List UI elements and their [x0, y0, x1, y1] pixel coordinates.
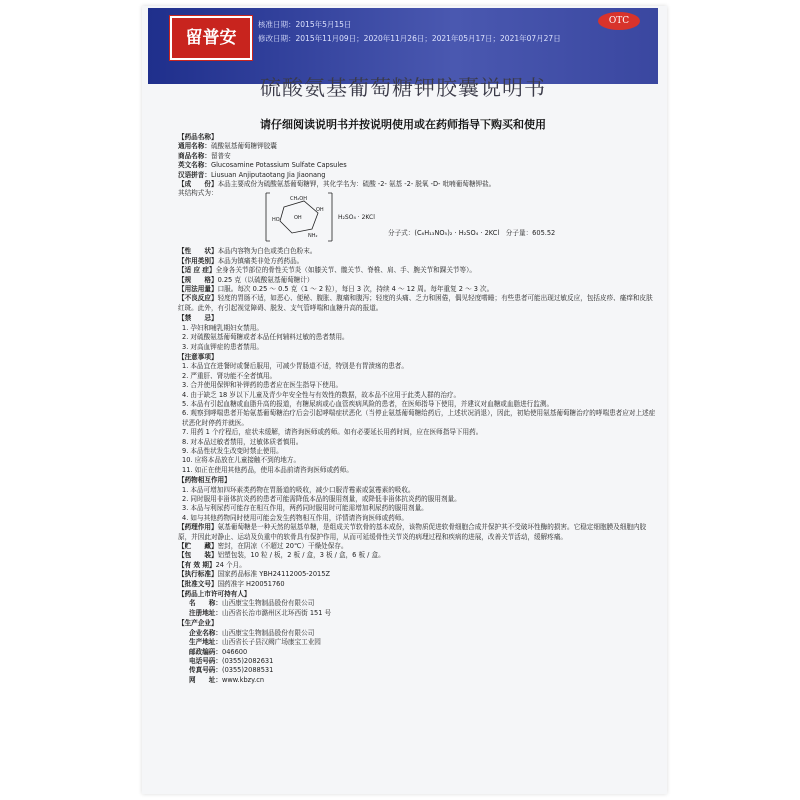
chemical-structure: 其结构式为： CH₂OH HO NH₂ OH OH H₂SO₄ · 2KCl 分子式：(C₆H₁₃NO₅)₂ · H₂SO₄ · 2KCl 分子量：605.52 [178, 189, 656, 247]
section-storage: 【贮 藏】密封，在阴凉（不超过 20℃）干燥处保存。 [178, 542, 348, 551]
list-item: 2. 同时服用非甾体抗炎药的患者可能需降低本品的服用剂量，或降低非甾体抗炎药的服用剂量。 [182, 495, 461, 503]
modify-date: 修改日期：2015年11月09日；2020年11月26日；2021年05月17日；2021年07月27日 [258, 34, 561, 43]
svg-text:CH₂OH: CH₂OH [290, 196, 307, 203]
section-drug-name: 【药品名称】 [178, 133, 218, 141]
list-item: 4. 如与其他药物同时使用可能会发生药物相互作用，详情请咨询医师或药师。 [182, 513, 408, 522]
list-item: 8. 对本品过敏者禁用，过敏体质者慎用。 [182, 437, 303, 446]
section-approval: 【批准文号】国药准字 H20051760 [178, 579, 285, 588]
svg-text:HO: HO [272, 217, 280, 224]
document-title: 硫酸氨基葡萄糖钾胶囊说明书 [260, 76, 546, 100]
svg-text:OH: OH [294, 215, 302, 222]
svg-text:NH₂: NH₂ [308, 233, 318, 240]
list-item: 1. 本品宜在进餐时或餐后服用，可减少胃肠道不适，特别是有胃溃疡的患者。 [182, 362, 408, 371]
list-item: 6. 观察到哮喘患者开始氨基葡萄糖治疗后会引起哮喘症状恶化（当停止氨基葡萄糖给药后，上述状况消退），因此，初始使用氨基葡萄糖治疗的哮喘患者应对上述症状恶化时停药并就医。 [182, 409, 656, 427]
list-item: 2. 对硫酸氨基葡萄糖或者本品任何辅料过敏的患者禁用。 [182, 333, 349, 342]
section-manufacturer: 【生产企业】 [178, 619, 218, 628]
manufacturer-row: 邮政编码：046600 [189, 647, 248, 656]
manufacturer-row: 生产地址：山西省长子县汉阙广场康宝工业园 [189, 638, 321, 647]
molecular-formula: 分子式：(C₆H₁₃NO₅)₂ · H₂SO₄ · 2KCl 分子量：605.52 [388, 229, 556, 238]
section-standard: 【执行标准】国家药品标准 YBH24112005-2015Z [178, 570, 330, 579]
section-adverse: 【不良反应】轻度的胃肠不适，如恶心、便秘、腹胀、腹痛和腹泻；轻度的头痛、乏力和困倦，偶见轻度嗜睡；有些患者可能出现过敏反应，包括皮疹、瘙痒和皮肤红斑。此外，有引起视觉障碍、脱发、支气管哮喘和血糖升高的报道。 [178, 294, 653, 312]
manufacturer-row: 网 址：www.kbzy.cn [189, 675, 264, 684]
list-item: 7. 用药 1 个疗程后，症状未缓解，请咨询医师或药师。如有必要延长用药时间，应在医师指导下用药。 [182, 428, 483, 437]
list-item: 4. 由于缺乏 18 岁以下儿童及青少年安全性与有效性的数据，故本品不应用于此类人群的治疗。 [182, 390, 461, 399]
section-pharmacology: 【药理作用】氨基葡萄糖是一种天然的氨基单糖，是组成关节软骨的基本成份，该物质促进软骨细胞合成并保护其不受破坏性酶的损害。它稳定细胞膜及细胞内胶原，并因此对静止、运动及负重中的软骨具有保护作用，从而可延缓骨性关节炎的病理过程和疾病的进展，改善关节活动，缓解疼痛。 [178, 523, 647, 541]
list-item: 5. 本品有引起血糖或血脂升高的报道，有糖尿病或心血管疾病风险的患者，在医师指导下使用，并建议对血糖或血脂进行监测。 [182, 399, 554, 408]
usage-notice: 请仔细阅读说明书并按说明使用或在药师指导下购买和使用 [260, 118, 546, 131]
section-composition: 【成 份】本品主要成份为硫酸氨基葡萄糖钾，其化学名为：硫酸 -2- 氨基 -2- 脱氧 -D- 吡喃葡萄糖钾盐。 [178, 180, 496, 189]
approve-date: 核准日期：2015年5月15日 [258, 20, 352, 29]
salt-formula: H₂SO₄ · 2KCl [338, 214, 375, 222]
section-category: 【作用类别】本品为镇痛类非处方药药品。 [178, 256, 304, 265]
list-item: 1. 本品可增加四环素类药物在胃肠道的吸收，减少口服青霉素或氯霉素的吸收。 [182, 485, 415, 494]
list-item: 9. 本品性状发生改变时禁止使用。 [182, 446, 283, 455]
section-properties: 【性 状】本品内容物为白色或类白色粉末。 [178, 247, 317, 256]
list-item: 2. 严重肝、肾功能不全者慎用。 [182, 371, 277, 380]
list-item: 11. 如正在使用其他药品，使用本品前请咨询医师或药师。 [182, 465, 353, 474]
manufacturer-row: 传真号码：(0355)2088531 [189, 666, 274, 675]
section-validity: 【有 效 期】24 个月。 [178, 560, 246, 569]
section-precautions: 【注意事项】 [178, 352, 218, 361]
section-package: 【包 装】铝塑包装，10 粒 / 板，2 板 / 盒，3 板 / 盒，6 板 / 盒。 [178, 551, 385, 560]
svg-text:OH: OH [316, 207, 324, 214]
list-item: 3. 本品与利尿药可能存在相互作用，两药同时服用时可能需增加利尿药的服用剂量。 [182, 504, 428, 513]
section-spec: 【规 格】0.25 克（以硫酸氨基葡萄糖计） [178, 275, 314, 284]
holder-row: 名 称：山西康宝生物制品股份有限公司 [189, 599, 315, 608]
section-contraindication: 【禁 忌】 [178, 314, 218, 323]
brand-logo: 留普安 [170, 16, 252, 60]
list-item: 1. 孕妇和哺乳期妇女禁用。 [182, 323, 263, 332]
manufacturer-row: 电话号码：(0355)2082631 [189, 656, 274, 665]
leaflet-body: 【药品名称】 通用名称：硫酸氨基葡萄糖钾胶囊 商品名称：留普安 英文名称：Glucosamine Potassium Sulfate Capsules 汉语拼音：Liusuan Anjiputaotang Jia Jiaonang 【成 份】本品主要成份为硫酸氨基葡萄糖钾，其化学名为：硫酸 -2- 氨基 -2- 脱氧 -D- 吡喃葡萄糖钾盐。 其结构式为： CH₂OH HO NH₂ OH OH H₂SO₄ · 2KCl 分子式：(C₆H₁₃NO₅)₂ · H₂SO₄ · 2KCl 分子量：605.52 【性 状】本品内容物为白色或类白色粉末。 【作用类别】本品为镇痛类非处方药药品。 【适 应 症】全身各关节部位的骨性关节炎（如膝关节、髋关节、脊椎、肩、手、腕关节和踝关节等）。 【规 格】0.25 克（以硫酸氨基葡萄糖计） 【用法用量】口服。每次 0.25 ～ 0.5 克（1 ～ 2 粒），每日 3 次，持续 4 ～ 12 周。每年重复 2 ～ 3 次。 【不良反应】轻度的胃肠不适，如恶心、便秘、腹胀、腹痛和腹泻；轻度的头痛、乏力和困倦，偶见轻度嗜睡；有些患者可能出现过敏反应，包括皮疹、瘙痒和皮肤红斑。此外，有引起视觉障碍、脱发、支气管哮喘和血糖升高的报道。 【禁 忌】 1. 孕妇和哺乳期妇女禁用。 2. 对硫酸氨基葡萄糖或者本品任何辅料过敏的患者禁用。 3. 对高血钾症的患者禁用。 【注意事项】 1. 本品宜在进餐时或餐后服用，可减少胃肠道不适，特别是有胃溃疡的患者。 2. 严重肝、肾功能不全者慎用。 3. 合并使用保钾和补钾药的患者应在医生指导下使用。 4. 由于缺乏 18 岁以下儿童及青少年安全性与有效性的数据，故本品不应用于此类人群的治疗。 5. 本品有引起血糖或血脂升高的报道，有糖尿病或心血管疾病风险的患者，在医师指导下使用，并建议对血糖或血脂进行监测。 6. 观察到哮喘患者开始氨基葡萄糖治疗后会引起哮喘症状恶化（当停止氨基葡萄糖给药后，上述状况消退），因此，初始使用氨基葡萄糖治疗的哮喘患者应对上述症状恶化时停药并就医。 7. 用药 1 个疗程后，症状未缓解，请咨询医师或药师。如有必要延长用药时间，应在医师指导下用药。 8. 对本品过敏者禁用，过敏体质者慎用。 9. 本品性状发生改变时禁止使用。 10. 应将本品放在儿童接触不到的地方。 11. 如正在使用其他药品，使用本品前请咨询医师或药师。 【药物相互作用】 1. 本品可增加四环素类药物在胃肠道的吸收，减少口服青霉素或氯霉素的吸收。 2. 同时服用非甾体抗炎药的患者可能需降低本品的服用剂量，或降低非甾体抗炎药的服用剂量。 3. 本品与利尿药可能存在相互作用，两药同时服用时可能需增加利尿药的服用剂量。 4. 如与其他药物同时使用可能会发生药物相互作用，详情请咨询医师或药师。 【药理作用】氨基葡萄糖是一种天然的氨基单糖，是组成关节软骨的基本成份，该物质促进软骨细胞合成并保护其不受破坏性酶的损害。它稳定细胞膜及细胞内胶原，并因此对静止、运动及负重中的软骨具有保护作用，从而可延缓骨性关节炎的病理过程和疾病的进展，改善关节活动，缓解疼痛。 【贮 藏】密封，在阴凉（不超过 20℃）干燥处保存。 【包 装】铝塑包装，10 粒 / 板，2 板 / 盒，3 板 / 盒，6 板 / 盒。 【有 效 期】24 个月。 【执行标准】国家药品标准 YBH24112005-2015Z 【批准文号】国药准字 H20051760 【药品上市许可持有人】 名 称：山西康宝生物制品股份有限公司 注册地址：山西省长治市潞州区北环西街 151 号 【生产企业】 企业名称：山西康宝生物制品股份有限公司 生产地址：山西省长子县汉阙广场康宝工业园 邮政编码：046600 电话号码：(0355)2082631 传真号码：(0355)2088531 网 址：www.kbzy.cn [178, 133, 656, 684]
list-item: 3. 合并使用保钾和补钾药的患者应在医生指导下使用。 [182, 381, 343, 390]
revision-dates [258, 18, 561, 46]
otc-badge: OTC [598, 12, 640, 30]
list-item: 10. 应将本品放在儿童接触不到的地方。 [182, 456, 301, 465]
holder-row: 注册地址：山西省长治市潞州区北环西街 151 号 [189, 608, 332, 617]
list-item: 3. 对高血钾症的患者禁用。 [182, 342, 263, 351]
section-indication: 【适 应 症】全身各关节部位的骨性关节炎（如膝关节、髋关节、脊椎、肩、手、腕关节和踝关节等）。 [178, 266, 477, 275]
section-usage: 【用法用量】口服。每次 0.25 ～ 0.5 克（1 ～ 2 粒），每日 3 次，持续 4 ～ 12 周。每年重复 2 ～ 3 次。 [178, 285, 494, 294]
section-holder: 【药品上市许可持有人】 [178, 590, 251, 599]
structure-diagram [264, 191, 334, 243]
section-interactions: 【药物相互作用】 [178, 476, 231, 485]
manufacturer-row: 企业名称：山西康宝生物制品股份有限公司 [189, 628, 315, 637]
